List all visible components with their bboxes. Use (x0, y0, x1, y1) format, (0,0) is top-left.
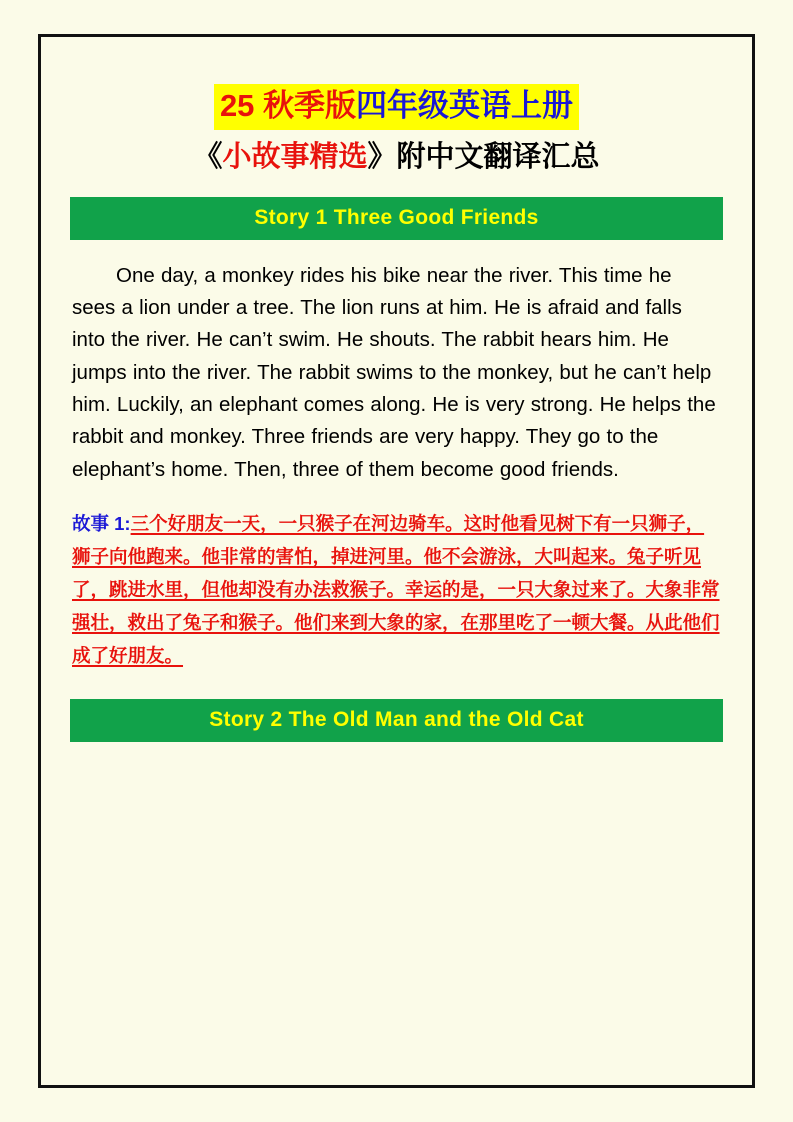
page-title-line-1 (70, 84, 723, 130)
story-1-title: Story 1 Three Good Friends (254, 205, 539, 229)
title-tail-b: 翻译汇总 (483, 140, 600, 173)
title-tail-a: 附中文 (396, 140, 484, 173)
story-1-chinese-label: 故事 1: (72, 513, 131, 535)
story-2-title: Story 2 The Old Man and the Old Cat (209, 707, 584, 731)
title-close-bracket: 》 (367, 140, 397, 173)
title-number: 25 (219, 88, 264, 123)
page-content (30, 34, 763, 742)
page-title-line-2 (70, 140, 723, 175)
story-2-header-bar (70, 699, 723, 742)
title-season: 秋季版 (263, 88, 357, 123)
title-grade-subject: 四年级英语上册 (356, 88, 574, 123)
story-1-header-bar (70, 197, 723, 240)
story-1-chinese-block (72, 508, 721, 673)
story-1-chinese-translation: 三个好朋友一天，一只猴子在河边骑车。这时他看见树下有一只狮子，狮子向他跑来。他非常的害怕，掉进河里。他不会游泳，大叫起来。兔子听见了，跳进水里，但他却没有办法救猴子。幸运的是，一只大象过来了。大象非常强壮，救出了兔子和猴子。他们来到大象的家，在那里吃了一顿大餐。从此他们成了好朋友。 (72, 513, 720, 666)
title-book-name: 小故事精选 (222, 140, 368, 173)
story-1-english-paragraph: One day, a monkey rides his bike near the river. This time he sees a lion under a tree. The lion runs at him. He is afraid and falls into the river. He can’t swim. He shouts. The rabbit hears him. He jumps into the river. The rabbit swims to the monkey, but he can’t help him. Luckily, an elephant comes along. He is very strong. He helps the rabbit and monkey. Three friends are very happy. They go to the elephant’s home. Then, three of them become good friends. (72, 263, 716, 481)
title-highlight (214, 84, 579, 130)
title-open-bracket: 《 (193, 140, 223, 173)
